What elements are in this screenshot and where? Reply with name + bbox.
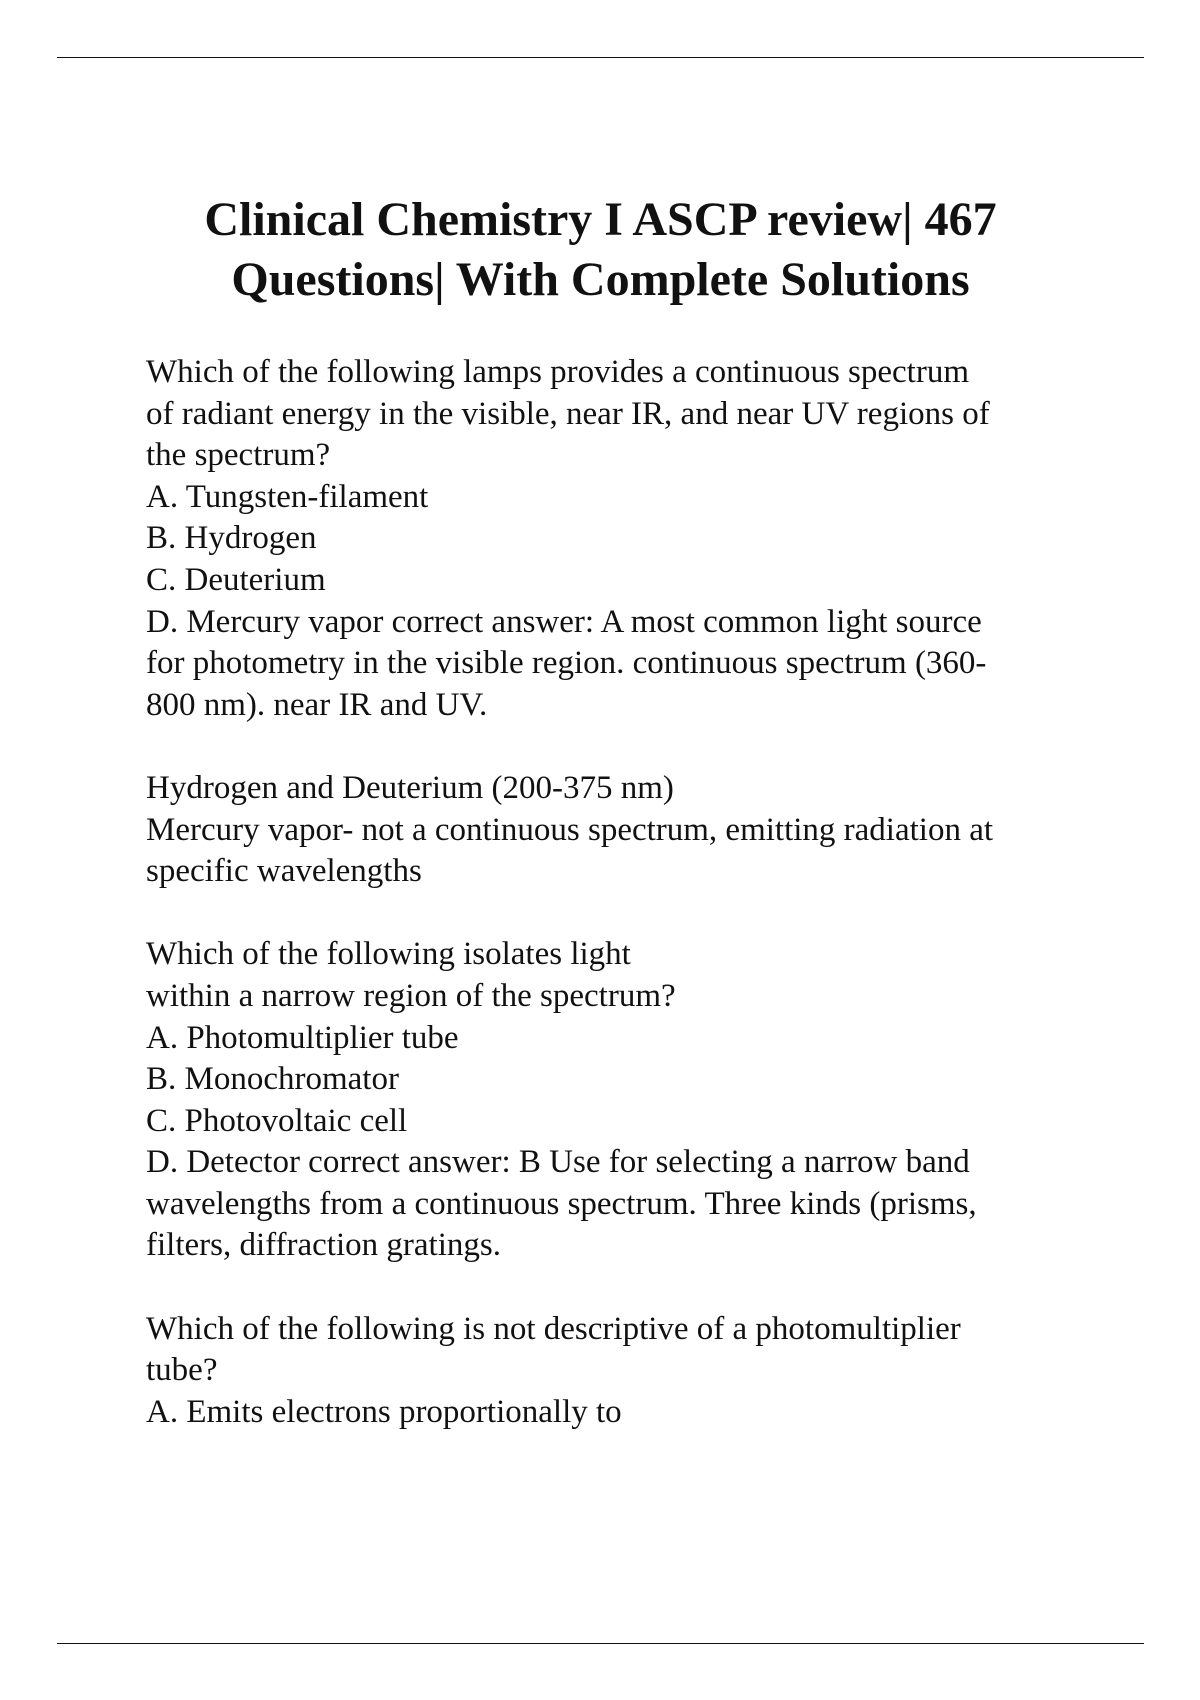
option-c: C. Deuterium (146, 561, 326, 598)
option-a: A. Photomultiplier tube (146, 1019, 459, 1056)
answer-text-line: for photometry in the visible region. continuous spectrum (360- (146, 645, 987, 682)
answer-text-line: filters, diffraction gratings. (146, 1227, 501, 1264)
bottom-rule (57, 1643, 1144, 1644)
option-b: B. Monochromator (146, 1061, 399, 1098)
question-text-line: within a narrow region of the spectrum? (146, 977, 676, 1014)
answer-text-line: wavelengths from a continuous spectrum. Three kinds (prisms, (146, 1185, 977, 1222)
option-d-with-answer: D. Detector correct answer: B Use for selecting a narrow band (146, 1144, 970, 1181)
option-b: B. Hydrogen (146, 520, 317, 557)
top-rule (57, 57, 1144, 58)
question-text-line: of radiant energy in the visible, near IR, and near UV regions of (146, 395, 990, 432)
document-body (146, 352, 1106, 1433)
option-d-with-answer: D. Mercury vapor correct answer: A most common light source (146, 603, 982, 640)
option-a: A. Emits electrons proportionally to (146, 1393, 622, 1430)
question-3 (146, 1309, 1106, 1434)
title-line-2: Questions| With Complete Solutions (231, 253, 970, 306)
question-text-line: Which of the following is not descriptive of a photomultiplier (146, 1310, 961, 1347)
answer-text-line: 800 nm). near IR and UV. (146, 686, 488, 723)
question-text-line: tube? (146, 1352, 218, 1389)
question-2 (146, 934, 1106, 1267)
question-text-line: Which of the following isolates light (146, 936, 631, 973)
answer-note-line: Mercury vapor- not a continuous spectrum, emitting radiation at (146, 811, 994, 848)
document-title (57, 190, 1144, 310)
answer-note-line: specific wavelengths (146, 853, 422, 890)
paragraph-gap (146, 726, 1106, 768)
option-c: C. Photovoltaic cell (146, 1102, 408, 1139)
answer-note-line: Hydrogen and Deuterium (200-375 nm) (146, 769, 674, 806)
question-text-line: the spectrum? (146, 437, 331, 474)
title-line-1: Clinical Chemistry I ASCP review| 467 (204, 193, 997, 246)
question-gap (146, 1267, 1106, 1309)
option-a: A. Tungsten-filament (146, 478, 429, 515)
question-text-line: Which of the following lamps provides a continuous spectrum (146, 354, 970, 390)
question-1 (146, 352, 1106, 893)
question-gap (146, 893, 1106, 935)
